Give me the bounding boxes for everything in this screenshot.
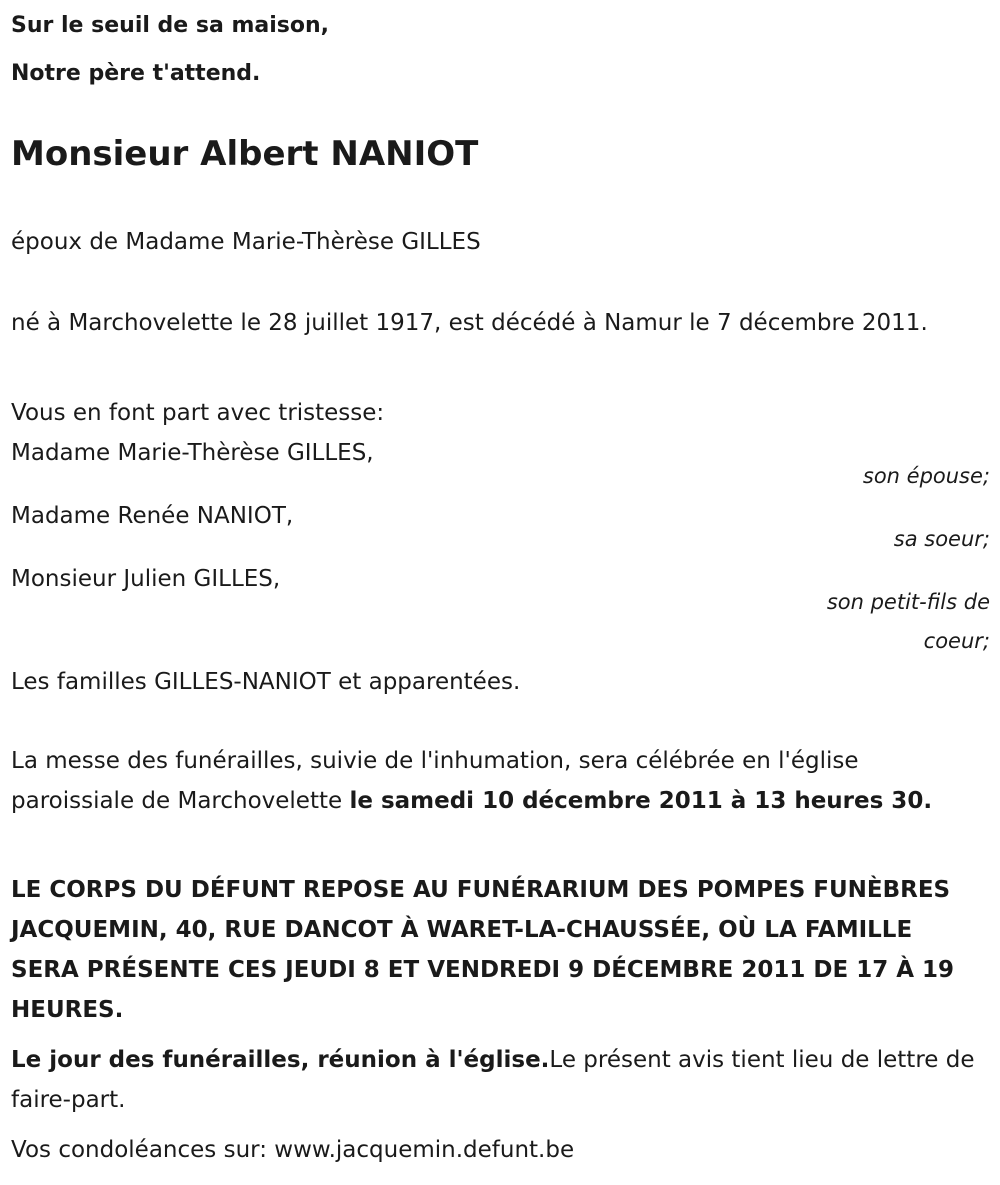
family-member-name: Madame Marie-Thèrèse GILLES, bbox=[11, 440, 374, 466]
family-member-role: son épouse; bbox=[862, 464, 990, 488]
family-member-role: sa soeur; bbox=[893, 527, 990, 551]
announce-intro: Vous en font part avec tristesse: bbox=[11, 400, 385, 426]
spouse-line: époux de Madame Marie-Thèrèse GILLES bbox=[11, 229, 481, 255]
families-line: Les familles GILLES-NANIOT et apparentées. bbox=[11, 669, 521, 695]
family-member-role: son petit-fils de bbox=[826, 590, 990, 614]
visitation-paragraph: LE CORPS DU DÉFUNT REPOSE AU FUNÉRARIUM DES POMPES FUNÈBRES JACQUEMIN, 40, RUE DANCOT À WARET-LA-CHAUSSÉE, OÙ LA FAMILLE SERA PRÉSENTE CES JEUDI 8 ET VENDREDI 9 DÉCEMBRE 2011 DE 17 À 19 HEURES. bbox=[11, 877, 955, 1023]
verse-line-2: Notre père t'attend. bbox=[11, 61, 261, 86]
mass-text: La messe des funérailles, suivie de l'inhumation, sera célébrée en l'église paroissiale de Marchovelette bbox=[11, 748, 859, 814]
gathering-bold: Le jour des funérailles, réunion à l'église. bbox=[11, 1047, 550, 1073]
birth-death-line: né à Marchovelette le 28 juillet 1917, est décédé à Namur le 7 décembre 2011. bbox=[11, 310, 928, 336]
family-member-role: coeur; bbox=[923, 629, 990, 653]
mass-paragraph bbox=[11, 741, 986, 821]
family-member-name: Monsieur Julien GILLES, bbox=[11, 566, 281, 592]
mass-date: le samedi 10 décembre 2011 à 13 heures 30. bbox=[349, 788, 933, 814]
condolences-line: Vos condoléances sur: www.jacquemin.defunt.be bbox=[11, 1137, 575, 1163]
verse-line-1: Sur le seuil de sa maison, bbox=[11, 13, 330, 38]
family-member-name: Madame Renée NANIOT, bbox=[11, 503, 294, 529]
gathering-normal: Le présent avis tient lieu de lettre de faire-part. bbox=[11, 1047, 975, 1113]
gathering-paragraph bbox=[11, 1040, 986, 1120]
deceased-name: Monsieur Albert NANIOT bbox=[11, 134, 479, 174]
